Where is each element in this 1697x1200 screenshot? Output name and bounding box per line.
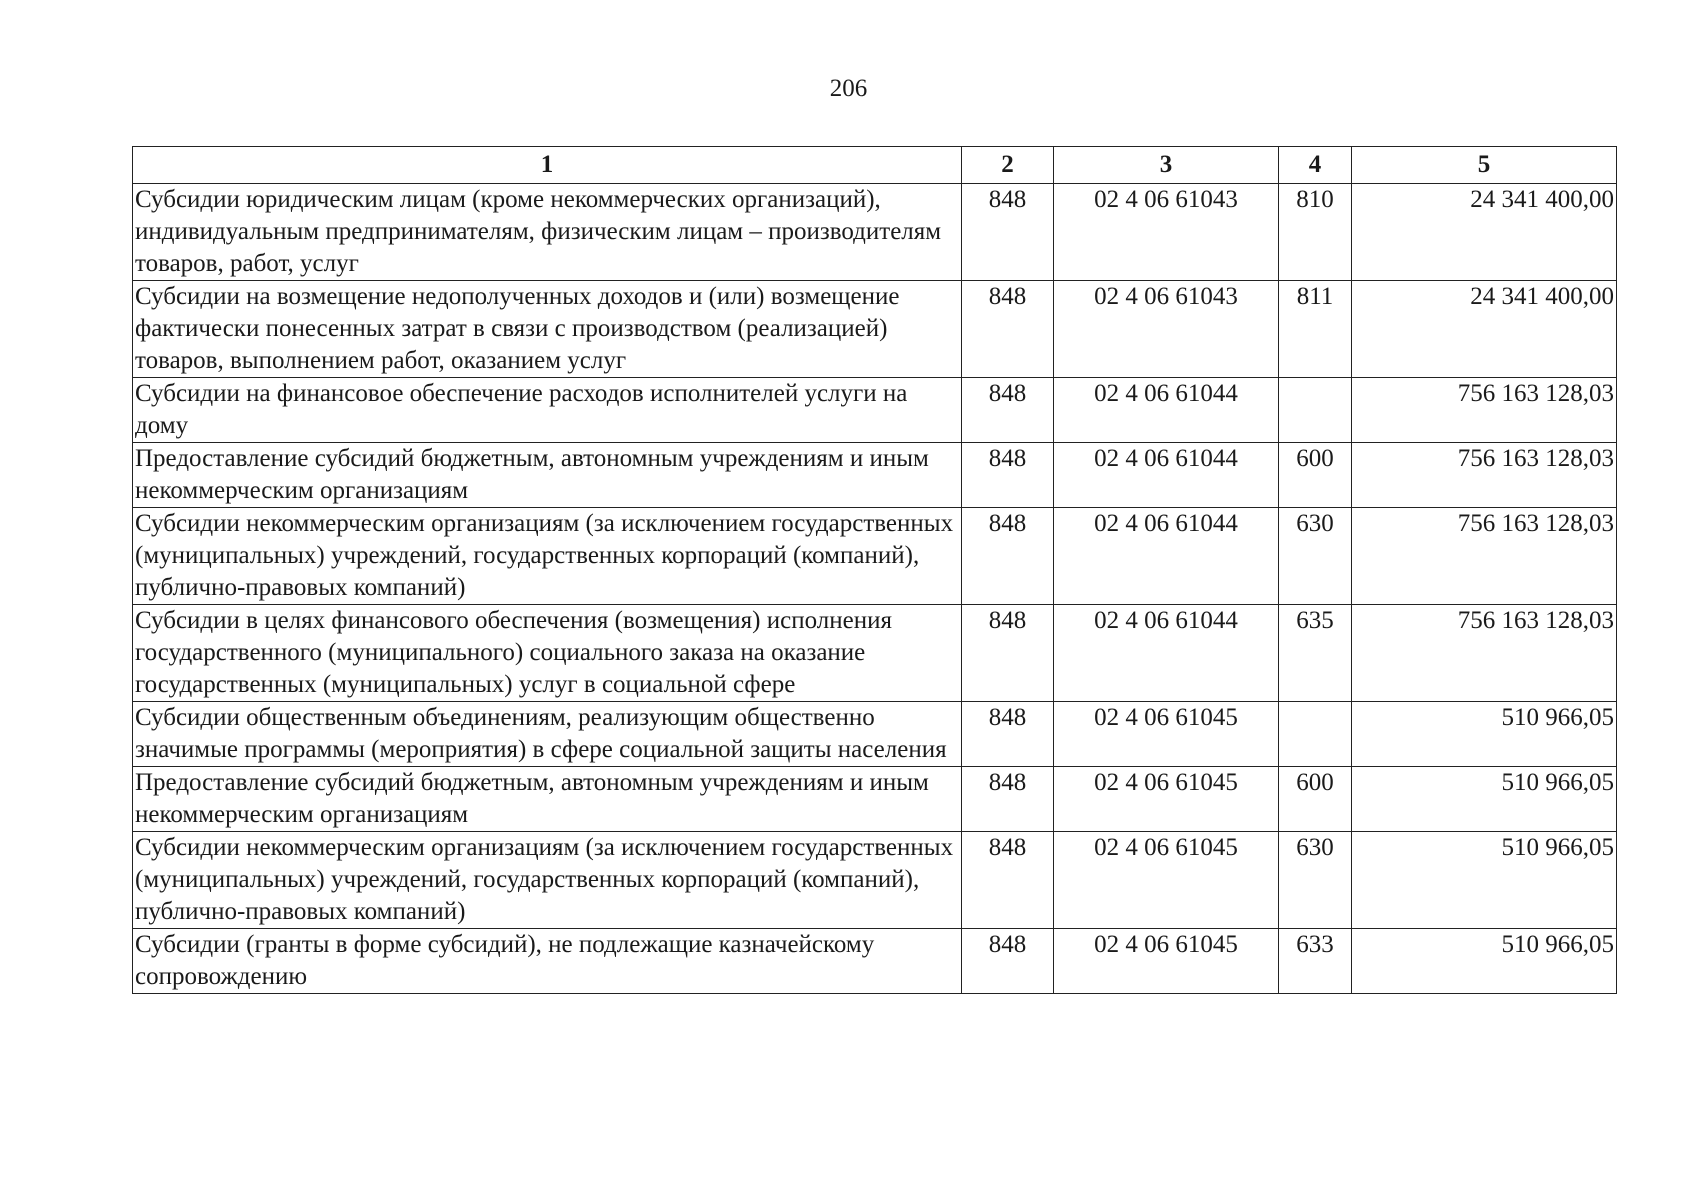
row-name: Предоставление субсидий бюджетным, автономным учреждениям и иным некоммерческим организациям xyxy=(133,443,962,508)
budget-table xyxy=(132,146,1617,994)
row-name: Субсидии в целях финансового обеспечения (возмещения) исполнения государственного (муниципального) социального заказа на оказание государственных (муниципальных) услуг в социальной сфере xyxy=(133,605,962,702)
row-target-item: 02 4 06 61045 xyxy=(1054,832,1279,929)
row-expense-type: 600 xyxy=(1279,767,1352,832)
column-header-4: 4 xyxy=(1279,147,1352,184)
row-target-item: 02 4 06 61044 xyxy=(1054,605,1279,702)
table-body xyxy=(133,184,1617,994)
table-row xyxy=(133,702,1617,767)
row-name: Субсидии на финансовое обеспечение расходов исполнителей услуги на дому xyxy=(133,378,962,443)
row-expense-type: 600 xyxy=(1279,443,1352,508)
row-expense-type xyxy=(1279,702,1352,767)
row-target-item: 02 4 06 61043 xyxy=(1054,281,1279,378)
row-sum: 510 966,05 xyxy=(1352,832,1617,929)
row-code: 848 xyxy=(962,281,1054,378)
row-code: 848 xyxy=(962,929,1054,994)
row-name: Субсидии (гранты в форме субсидий), не подлежащие казначейскому сопровождению xyxy=(133,929,962,994)
row-sum: 756 163 128,03 xyxy=(1352,443,1617,508)
table-header xyxy=(133,147,1617,184)
row-expense-type: 810 xyxy=(1279,184,1352,281)
row-target-item: 02 4 06 61043 xyxy=(1054,184,1279,281)
column-header-2: 2 xyxy=(962,147,1054,184)
row-name: Предоставление субсидий бюджетным, автономным учреждениям и иным некоммерческим организациям xyxy=(133,767,962,832)
table-row xyxy=(133,281,1617,378)
column-header-5: 5 xyxy=(1352,147,1617,184)
row-code: 848 xyxy=(962,184,1054,281)
row-expense-type: 630 xyxy=(1279,508,1352,605)
row-sum: 510 966,05 xyxy=(1352,929,1617,994)
row-name: Субсидии на возмещение недополученных доходов и (или) возмещение фактически понесенных затрат в связи с производством (реализацией) товаров, выполнением работ, оказанием услуг xyxy=(133,281,962,378)
row-sum: 756 163 128,03 xyxy=(1352,508,1617,605)
table-row xyxy=(133,929,1617,994)
row-name: Субсидии общественным объединениям, реализующим общественно значимые программы (мероприятия) в сфере социальной защиты населения xyxy=(133,702,962,767)
row-name: Субсидии некоммерческим организациям (за исключением государственных (муниципальных) учреждений, государственных корпораций (компаний), публично-правовых компаний) xyxy=(133,508,962,605)
row-target-item: 02 4 06 61044 xyxy=(1054,508,1279,605)
row-sum: 756 163 128,03 xyxy=(1352,378,1617,443)
row-target-item: 02 4 06 61045 xyxy=(1054,702,1279,767)
row-code: 848 xyxy=(962,443,1054,508)
row-code: 848 xyxy=(962,378,1054,443)
row-expense-type: 635 xyxy=(1279,605,1352,702)
row-target-item: 02 4 06 61045 xyxy=(1054,767,1279,832)
row-name: Субсидии некоммерческим организациям (за исключением государственных (муниципальных) учреждений, государственных корпораций (компаний), публично-правовых компаний) xyxy=(133,832,962,929)
row-expense-type: 633 xyxy=(1279,929,1352,994)
row-sum: 510 966,05 xyxy=(1352,767,1617,832)
row-target-item: 02 4 06 61044 xyxy=(1054,443,1279,508)
page-number: 206 xyxy=(829,75,868,102)
row-code: 848 xyxy=(962,508,1054,605)
row-sum: 510 966,05 xyxy=(1352,702,1617,767)
row-expense-type: 630 xyxy=(1279,832,1352,929)
row-target-item: 02 4 06 61045 xyxy=(1054,929,1279,994)
table-row xyxy=(133,378,1617,443)
row-sum: 756 163 128,03 xyxy=(1352,605,1617,702)
row-target-item: 02 4 06 61044 xyxy=(1054,378,1279,443)
table-row xyxy=(133,443,1617,508)
table-row xyxy=(133,605,1617,702)
row-sum: 24 341 400,00 xyxy=(1352,184,1617,281)
row-name: Субсидии юридическим лицам (кроме некоммерческих организаций), индивидуальным предпринимателям, физическим лицам – производителям товаров, работ, услуг xyxy=(133,184,962,281)
row-expense-type: 811 xyxy=(1279,281,1352,378)
row-code: 848 xyxy=(962,832,1054,929)
row-code: 848 xyxy=(962,767,1054,832)
header-row xyxy=(133,147,1617,184)
table-row xyxy=(133,184,1617,281)
table-row xyxy=(133,832,1617,929)
row-sum: 24 341 400,00 xyxy=(1352,281,1617,378)
row-code: 848 xyxy=(962,702,1054,767)
row-code: 848 xyxy=(962,605,1054,702)
row-expense-type xyxy=(1279,378,1352,443)
table-row xyxy=(133,508,1617,605)
table-row xyxy=(133,767,1617,832)
column-header-1: 1 xyxy=(133,147,962,184)
column-header-3: 3 xyxy=(1054,147,1279,184)
